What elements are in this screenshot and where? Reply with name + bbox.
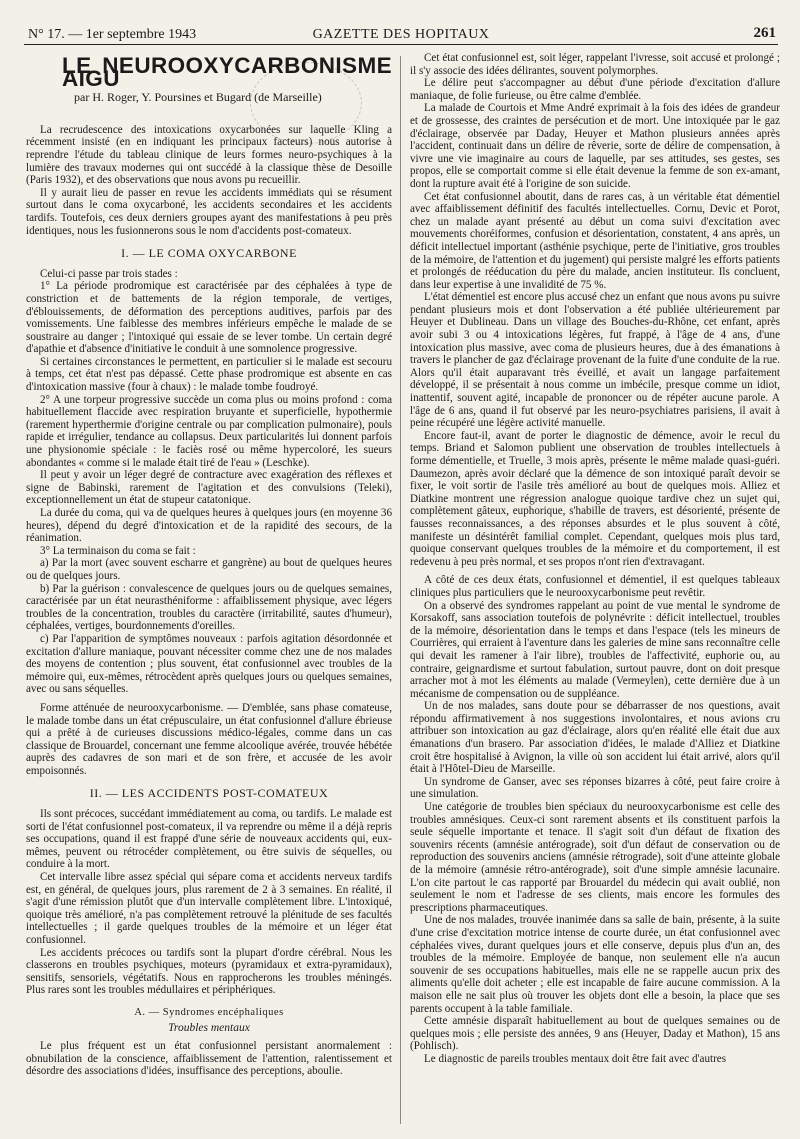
paragraph: c) Par l'apparition de symptômes nouveaux : parfois agitation désordonnée et excitation d'allure maniaque, pouvant nécessiter comme chez une de nos malades des moyens de contention ; plus souvent, état confusionnel avec troubles de la mémoire qui, eux-mêmes, rétrocèdent après quelques jours ou quelques semaines, avec ou sans séquelles. — [26, 632, 392, 696]
page-header — [24, 22, 778, 45]
paragraph: Il y aurait lieu de passer en revue les accidents immédiats qui se résument surtout dans le coma oxycarboné, les accidents secondaires et les accidents tardifs. Toutefois, ces deux derniers groupes ayant des manifestations à peu près identiques, nous les fusionnerons sous le nom d'accidents post-comateux. — [26, 186, 392, 237]
paragraph: Les accidents précoces ou tardifs sont la plupart d'ordre cérébral. Nous les classerons en troubles psychiques, moteurs (pyramidaux et extra-pyramidaux), sensitifs, sensoriels, végétatifs. Nous en rapprocherons les troubles méningés. Plus rares sont les troubles médullaires et périphériques. — [26, 946, 392, 997]
paragraph: a) Par la mort (avec souvent escharre et gangrène) au bout de quelques heures ou de quelques jours. — [26, 557, 392, 582]
paragraph: 1° La période prodromique est caractérisée par des céphalées à type de constriction et de battements de la région temporale, de vertiges, d'éblouissements, de déformation des perceptions auditives, parfois par des vomissements. Une faiblesse des membres inférieurs empêche le malade de se soustraire au danger ; l'intoxiqué qui essaie de se lever tombe. Un certain degré d'apathie et d'absence d'initiative le conduit à une somnolence progressive. — [26, 280, 392, 356]
issue-date: N° 17. — 1er septembre 1943 — [28, 27, 197, 42]
paragraph: Cet état confusionnel aboutit, dans de rares cas, à un véritable état démentiel avec affaiblissement définitif des facultés intellectuelles. Cornu, Devic et Porot, chez un malade ayant présenté au début un coma suivi d'excitation avec mouvements choréiformes, confusion et désorientation, constatent, 4 ans après, un déficit intellectuel important (asthénie psychique, perte de l'initiative, gros troubles de la mémoire, de l'attention et du jugement) qui persiste malgré les efforts patients et prolongés de rééducation du père du malade, ancien instituteur. Ils concluent, dans leur expertise à une invalidité de 75 %. — [410, 190, 780, 291]
page-number: 261 — [753, 25, 776, 41]
paragraph: Celui-ci passe par trois stades : — [40, 267, 178, 280]
paragraph: Encore faut-il, avant de porter le diagnostic de démence, avoir le recul du temps. Briand et Salomon publient une observation de troubles intellectuels à forme démentielle, et Truelle, 3 mois après, présente le même malade quasi-guéri. Daumezon, après avoir déclaré que la démence de son intoxiqué paraît devoir se fixer, le voit sortir de l'asile très amélioré au bout de quelques mois. Alliez et Diatkine montrent une régression analogue quoique tardive chez un sujet qui, complètement gâteux, euphorique, s'habille de travers, est désorienté, présente de fausses reconnaissances, a des réponses absurdes et le plus souvent à côté, manifeste un désintérêt familial complet. Cependant, quelques mois plus tard, quoique conservant quelques troubles de la mémoire et du comportement, il est redevenu à peu près normal, et ses propos n'ont rien d'extravagant. — [410, 429, 780, 568]
article-title: LE NEUROOXYCARBONISME AIGU — [62, 53, 392, 91]
paragraph: Cet intervalle libre assez spécial qui sépare coma et accidents nerveux tardifs est, en général, de quelques jours, plus rarement de 2 à 3 semaines. En réalité, il s'agit d'une rémission plutôt que d'un intervalle complètement libre. L'intoxiqué, quoique très amélioré, n'a pas complètement retrouvé la plénitude de ses facultés intellectuelles ; il garde quelques troubles de la mémoire et un léger état confusionnel. — [26, 871, 392, 946]
paragraph: Il peut y avoir un léger degré de contracture avec exagération des réflexes et signe de Babinski, rarement de l'agitation et des convulsions (Teleki), exceptionnellement un état de stupeur catatonique. — [26, 469, 392, 507]
paragraph: Un syndrome de Ganser, avec ses réponses bizarres à côté, peut faire croire à une simulation. — [410, 775, 780, 801]
section-heading: II. — LES ACCIDENTS POST-COMATEUX — [89, 786, 329, 801]
paragraph: Cet état confusionnel est, soit léger, rappelant l'ivresse, soit accusé et prolongé ; il s'y associe des idées délirantes, souvent polymorphes. — [410, 52, 780, 77]
paragraph: 3° La terminaison du coma se fait : — [40, 544, 196, 557]
paragraph: La durée du coma, qui va de quelques heures à quelques jours (en moyenne 36 heures), dépend du degré d'intoxication et de la rapidité des secours, de la réanimation. — [26, 507, 392, 545]
column-divider — [400, 56, 401, 1124]
paragraph: Une catégorie de troubles bien spéciaux du neurooxycarbonisme est celle des troubles amnésiques. Ceux-ci sont rarement absents et ils constituent parfois la seule séquelle importante et tenace. Il s'agit soit d'un défaut de fixation des souvenirs récents (amnésie antérograde), soit d'un défaut de conservation ou de reproduction des souvenirs anciens (amnésie rétrograde), soit d'une atteinte globale de la mémoire (amnésie rétro-antérograde), soit d'une simple amnésie lacunaire. L'on cite partout le cas rapporté par Brouardel du médecin qui avait oublié, non seulement le nom et l'adresse de ses clients, mais encore les formules des prescriptions pharmaceutiques. — [410, 801, 780, 914]
paragraph: Forme atténuée de neurooxycarbonisme. — D'emblée, sans phase comateuse, le malade tombe dans un état crépusculaire, un état confusionnel d'allure ébrieuse qui a prêté à de curieuses discussions médico-légales, comme dans un cas classique de Brouardel, concernant une femme alcoolique avérée, trouvée hébétée auprès des cadavres de son mari et de son frère, et accusée de les avoir empoisonnés. — [26, 701, 392, 777]
paragraph: Ils sont précoces, succédant immédiatement au coma, ou tardifs. Le malade est sorti de l'état confusionnel post-comateux, il va reprendre ou même il a déjà repris ses occupations, quand il est frappé d'une série de nouveaux accidents qui, eux-mêmes, peuvent ou rétrocéder complètement, ou être suivis de séquelles, ou conduire à la mort. — [26, 808, 392, 871]
right-column — [410, 52, 780, 1066]
paragraph: La malade de Courtois et Mme André exprimait à la fois des idées de grandeur et de grossesse, des craintes de persécution et de mort. Une intoxiquée par le gaz d'éclairage, observée par Daday, Heuyer et Mathon plusieurs années après l'accident, continuait dans un délire de rêverie, sorte de délire de compensation, à vivre une vie imaginaire au cours de laquelle, par ses attitudes, ses gestes, ses propos, elle se comportait comme si elle était devenue la femme de son ex-amant, dont la rupture avait été à l'origine de son suicide. — [410, 102, 780, 190]
journal-name: GAZETTE DES HOPITAUX — [312, 27, 490, 42]
paragraph: La recrudescence des intoxications oxycarbonées sur laquelle Kling a récemment insisté (en en indiquant les principaux facteurs) nous autorise à reprendre l'étude du tableau clinique de leurs formes neuro-psychiques à la lumière des travaux modernes qui ont succédé à la classique thèse de Desoille (Paris 1932), et des observations que nous avons pu recueillir. — [26, 123, 392, 187]
paragraph: Une de nos malades, trouvée inanimée dans sa salle de bain, présente, à la suite d'une crise d'excitation motrice intense de courte durée, un état confusionnel avec céphalées vives, durant quelques jours et elle conserve, depuis plus d'un an, des troubles de la mémoire. Employée de banque, non seulement elle n'a aucun souvenir de ses occupations habituelles, mais elle ne se rappelle aucun prix des aliments qu'elle doit acheter ; elle est incapable de faire aucune commission. A la maison elle ne sait plus où trouver les objets dont elle a besoin, la place que ses parents occupent à la table familiale. — [410, 914, 780, 1015]
paragraph: 2° A une torpeur progressive succède un coma plus ou moins profond : coma habituellement flaccide avec respiration bruyante et superficielle, hypothermie (rarement hyperthermie d'origine centrale ou par complication pulmonaire), pouls rapide et irrégulier, tendance au collapsus. Deux particularités lui donnent parfois une physionomie spéciale : le faciès rosé ou même hypercoloré, les sueurs abondantes « comme si le malade était tiré de l'eau » (Leschke). — [26, 393, 392, 469]
paragraph: Un de nos malades, sans doute pour se débarrasser de nos questions, avait répondu affirmativement à nos suggestions involontaires, et nous avions cru attribuer son intoxication au gaz d'éclairage, alors qu'en réalité elle était due aux émanations d'un brasero. Par association d'idées, le malade d'Alliez et Diatkine croit être hospitalisé à Avignon, la ville où son accident lui était arrivé, alors qu'il était à l'Hôtel-Dieu de Marseille. — [410, 700, 780, 776]
paragraph: Si certaines circonstances le permettent, en particulier si le malade est secouru à temps, cet état n'est pas dépassé. Cette phase prodromique est absente en cas d'intoxication massive (four à chaux) : le malade tombe foudroyé. — [26, 355, 392, 394]
paragraph: A côté de ces deux états, confusionnel et démentiel, il est quelques tableaux cliniques plus particuliers que le neurooxycarbonisme peut revêtir. — [410, 574, 780, 599]
paragraph: Cette amnésie disparaît habituellement au bout de quelques semaines ou de quelques mois ; elle persiste des années, 9 ans (Heuyer, Daday et Mathon), 15 ans (Pohlisch). — [410, 1015, 780, 1053]
paragraph: Le diagnostic de pareils troubles mentaux doit être fait avec d'autres — [424, 1052, 727, 1065]
section-heading: I. — LE COMA OXYCARBONE — [121, 246, 297, 261]
paragraph: Le plus fréquent est un état confusionnel persistant anormalement : obnubilation de la conscience, affaiblissement de l'attention, ralentissement et désordre des associations d'idées, insuffisance des perceptions, aboulie. — [26, 1040, 392, 1078]
left-column — [26, 52, 392, 1078]
paragraph: Le délire peut s'accompagner au début d'une période d'excitation d'allure maniaque, de folie furieuse, ou être calme d'emblée. — [410, 77, 780, 102]
subsection-heading: A. — Syndromes encéphaliques — [134, 1006, 284, 1018]
article-authors: par H. Roger, Y. Poursines et Bugard (de Marseille) — [74, 90, 322, 105]
subsubsection-heading: Troubles mentaux — [168, 1021, 250, 1034]
paragraph: L'état démentiel est encore plus accusé chez un enfant que nous avons pu suivre pendant plusieurs mois et dont l'observation a été publiée ultérieurement par Heuyer et Dublineau. Dans un village des Bouches-du-Rhône, cet enfant, après avoir subi 3 ou 4 intoxications légères, fut frappé, à l'âge de 4 ans, d'une intoxication plus massive, avec coma de plusieurs heures, due à des émanations à travers le plancher de gaz d'éclairage provenant de la fuite d'une conduite de la rue. Alors qu'il était auparavant très éveillé, et avait un langage parfaitement développé, il se présentait à nous comme un imbécile, presque comme un idiot, inattentif, souvent agité, incapable de prononcer ou de répéter aucune parole. A l'âge de 6 ans, quand il fut observé par les neuro-psychiatres parisiens, il avait à peine récupéré une légère activité manuelle. — [410, 291, 780, 430]
paragraph: On a observé des syndromes rappelant au point de vue mental le syndrome de Korsakoff, sans association toutefois de polynévrite : déficit intellectuel, troubles de la mémoire, désorientation dans le temps et dans l'espace (tels les mineurs de Courrières, qui erraient à l'aventure dans les galeries de mine sans reconnaître celle qui devait les ramener à l'air libre), troubles de l'affectivité, euphorie ou, au contraire, geignardisme et surtout fabulation, surtout pauvre, dont on doit presque arracher mot à mot les éléments au malade (Vermeylen), cette dernière due à un mécanisme de compensation ou de suppléance. — [410, 599, 780, 700]
paragraph: b) Par la guérison : convalescence de quelques jours ou de quelques semaines, caractérisée par un état neurasthéniforme : affaiblissement physique, avec légers troubles de la concentration, troubles du caractère (irritabilité, sautes d'humeur), céphalées, vertiges, bourdonnements d'oreilles. — [26, 582, 392, 633]
